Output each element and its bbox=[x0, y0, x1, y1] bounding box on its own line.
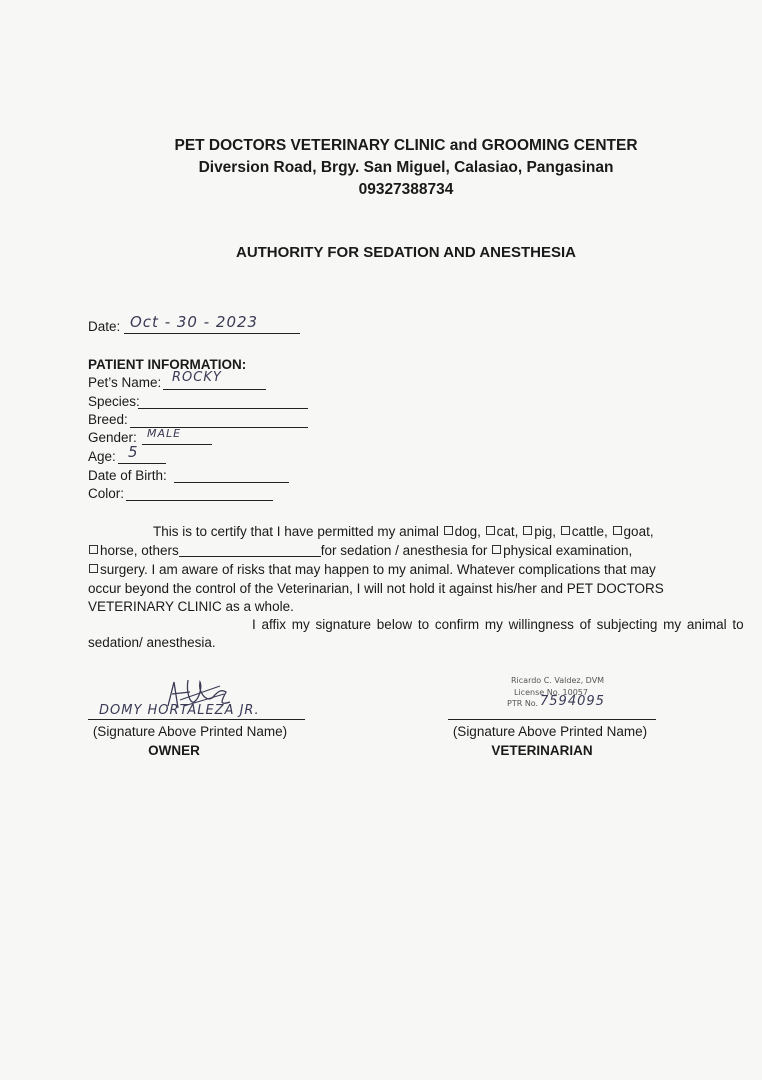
checkbox-horse[interactable] bbox=[89, 545, 98, 554]
checkbox-surgery[interactable] bbox=[89, 564, 98, 573]
vet-stamp-ptr-label: PTR No. bbox=[507, 699, 539, 708]
checkbox-cattle[interactable] bbox=[561, 526, 570, 535]
clinic-name: PET DOCTORS VETERINARY CLINIC and GROOMING CENTER bbox=[174, 137, 638, 154]
species-label: Species: bbox=[88, 394, 140, 409]
owner-printed-name: DOMY HORTALEZA JR. bbox=[99, 703, 260, 718]
consent-line-3 bbox=[88, 561, 656, 580]
option-pig: pig, bbox=[534, 524, 556, 539]
species-line bbox=[138, 408, 308, 409]
owner-role: OWNER bbox=[148, 743, 200, 758]
clinic-address: Diversion Road, Brgy. San Miguel, Calasiao, Pangasinan bbox=[198, 159, 614, 176]
dob-line bbox=[174, 482, 289, 483]
gender-label: Gender: bbox=[88, 430, 137, 445]
checkbox-physical-exam[interactable] bbox=[492, 545, 501, 554]
pet-name-value: ROCKY bbox=[172, 370, 222, 385]
dob-label: Date of Birth: bbox=[88, 468, 167, 483]
checkbox-dog[interactable] bbox=[444, 526, 453, 535]
consent-line-2 bbox=[88, 542, 632, 561]
date-line bbox=[124, 333, 300, 334]
checkbox-cat[interactable] bbox=[486, 526, 495, 535]
vet-stamp-name: Ricardo C. Valdez, DVM bbox=[511, 676, 605, 685]
owner-signature-line bbox=[88, 719, 305, 720]
date-value: Oct - 30 - 2023 bbox=[130, 313, 259, 331]
patient-info-heading: PATIENT INFORMATION: bbox=[88, 357, 247, 372]
consent-text-purpose: for sedation / anesthesia for bbox=[320, 543, 488, 558]
age-label: Age: bbox=[88, 449, 116, 464]
vet-signature-line bbox=[448, 719, 656, 720]
gender-value: MALE bbox=[147, 427, 182, 440]
breed-label: Breed: bbox=[88, 412, 128, 427]
vet-caption: (Signature Above Printed Name) bbox=[452, 724, 648, 739]
option-dog: dog, bbox=[454, 524, 481, 539]
clinic-phone: 09327388734 bbox=[358, 181, 454, 198]
consent-text: This is to certify that I have permitted my animal bbox=[153, 524, 439, 539]
age-line bbox=[118, 463, 166, 464]
color-label: Color: bbox=[88, 486, 125, 501]
vet-stamp-license: License No. 10057 bbox=[514, 688, 588, 697]
option-goat: goat, bbox=[623, 524, 654, 539]
option-surgery: surgery. I am aware of risks that may happen to my animal. Whatever complications that may bbox=[100, 562, 656, 577]
pet-name-label: Pet’s Name: bbox=[88, 375, 162, 390]
checkbox-goat[interactable] bbox=[613, 526, 622, 535]
vet-role: VETERINARIAN bbox=[491, 743, 593, 758]
owner-caption: (Signature Above Printed Name) bbox=[92, 724, 288, 739]
color-line bbox=[126, 500, 273, 501]
affix-line-1: I affix my signature below to confirm my willingness of subjecting my animal to bbox=[252, 617, 744, 632]
pet-name-line bbox=[163, 389, 266, 390]
gender-line bbox=[142, 444, 212, 445]
option-cattle: cattle, bbox=[571, 524, 608, 539]
option-physical-exam: physical examination, bbox=[503, 543, 633, 558]
option-cat: cat, bbox=[496, 524, 519, 539]
consent-line-1 bbox=[153, 523, 654, 542]
date-label: Date: bbox=[88, 319, 121, 334]
option-horse: horse, others bbox=[100, 543, 179, 558]
consent-line-5: VETERINARY CLINIC as a whole. bbox=[88, 599, 294, 614]
vet-ptr-value: 7594095 bbox=[540, 694, 605, 709]
checkbox-pig[interactable] bbox=[523, 526, 532, 535]
age-value: 5 bbox=[128, 443, 139, 461]
others-line bbox=[179, 556, 321, 557]
form-title: AUTHORITY FOR SEDATION AND ANESTHESIA bbox=[235, 244, 576, 261]
consent-line-4: occur beyond the control of the Veterinarian, I will not hold it against his/her and PET DOCTORS bbox=[88, 581, 664, 596]
affix-line-2: sedation/ anesthesia. bbox=[88, 635, 216, 650]
